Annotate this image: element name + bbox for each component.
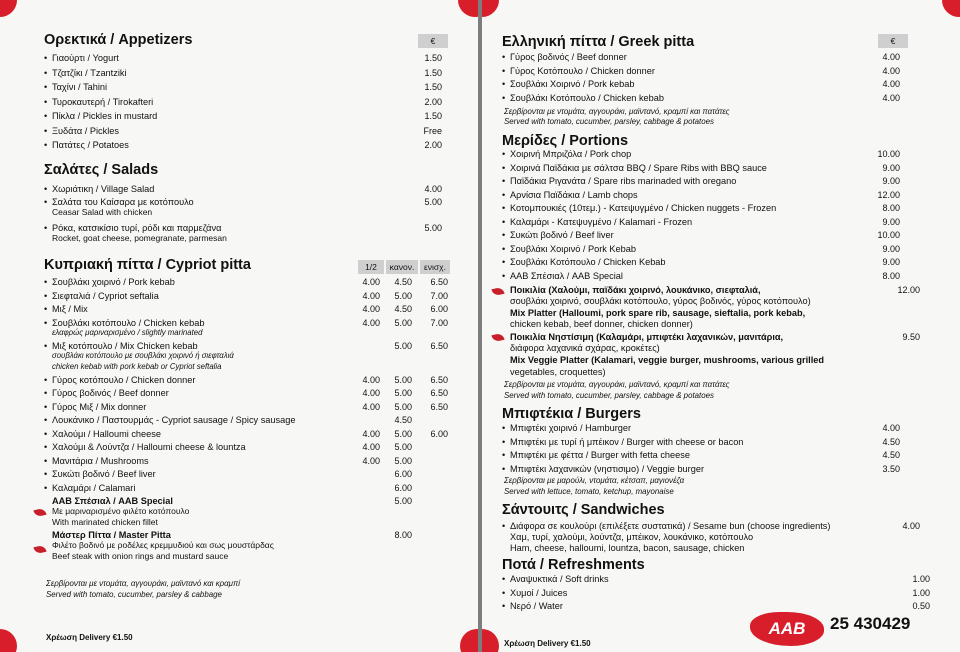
item-description: Beef steak with onion rings and mustard sauce xyxy=(52,550,229,561)
item-name: Ποικιλία (Χαλούμι, παϊδάκι χοιρινό, λουκάνικο, σιεφταλιά, xyxy=(510,285,761,295)
item-description: Rocket, goat cheese, pomegranate, parmesan xyxy=(52,233,227,243)
serving-note: Served with lettuce, tomato, ketchup, mayonaise xyxy=(504,487,674,496)
item-price: 0.50 xyxy=(912,601,930,611)
currency-header: € xyxy=(878,34,908,48)
item-price: 8.00 xyxy=(882,270,900,281)
corner-decoration xyxy=(458,0,478,17)
item-description: σουβλάκι κοτόπουλο με σουβλάκι χοιρινό ή σιεφταλιά xyxy=(52,351,234,360)
item-name: • Ταχίνι / Tahini xyxy=(44,82,108,92)
delivery-charge: Χρέωση Delivery €1.50 xyxy=(504,639,591,648)
serving-note: Σερβίρονται με ντομάτα, αγγουράκι, μαϊντανό, κραμπί και πατάτες xyxy=(504,107,730,116)
serving-note: Σερβίρονται με ντομάτα, αγγουράκι, μαϊντανό και κραμπί xyxy=(46,579,241,588)
item-description: chicken kebab with pork kebab or Cypriot seftalia xyxy=(52,362,222,371)
item-price: 10.00 xyxy=(877,230,900,240)
item-price-p2: 5.00 xyxy=(394,401,412,412)
currency-header: € xyxy=(418,34,448,48)
item-name: • Κοτομπουκιές (10τεμ.) - Κατεψυγμένο / Chicken nuggets - Frozen xyxy=(502,203,777,213)
item-price-p1: 4.00 xyxy=(362,388,380,398)
corner-decoration xyxy=(482,629,499,652)
item-price: 4.00 xyxy=(882,65,900,76)
item-price: 4.00 xyxy=(882,92,900,103)
corner-decoration xyxy=(0,0,17,17)
item-name: • Μπιφτέκι χοιρινό / Hamburger xyxy=(502,423,632,433)
item-name: • Χοιρινά Παϊδάκια με σάλτσα BBQ / Spare Ribs with BBQ sauce xyxy=(502,162,767,173)
item-price: 9.00 xyxy=(882,162,900,173)
item-price: 8.00 xyxy=(882,203,900,213)
item-description: Με μαριναρισμένο φιλέτο κοτόπουλο xyxy=(52,506,190,516)
item-price-p1: 4.00 xyxy=(362,401,380,412)
item-name: • Χαλούμι / Halloumi cheese xyxy=(44,428,161,439)
mix-platter-greek-line2: σουβλάκι χοιρινό, σουβλάκι κοτόπουλο, γύρος βοδινός, γύρος κοτόπουλο) xyxy=(510,296,811,306)
item-name: • Ρόκα, κατσικίσιο τυρί, ρόδι και παρμεζάνα xyxy=(44,223,222,233)
column-header-regular: κανον. xyxy=(386,260,418,274)
item-name: • Διάφορα σε κουλούρι (επιλέξετε συστατικά) / Sesame bun (choose ingredients) xyxy=(502,521,831,531)
item-price-p2: 4.50 xyxy=(394,277,412,287)
item-name: • Σουβλάκι Χοιρινό / Pork Kebab xyxy=(502,243,636,254)
item-price-p1: 4.00 xyxy=(362,374,380,385)
item-name: • Μπιφτέκι με φέττα / Burger with fetta cheese xyxy=(502,450,690,460)
item-price: 3.50 xyxy=(882,463,900,474)
item-name: • Παϊδάκια Ριγανάτα / Spare ribs marinaded with oregano xyxy=(502,176,737,186)
item-name: • Αναψυκτικά / Soft drinks xyxy=(502,574,609,584)
phone-number: 25 430429 xyxy=(830,614,911,633)
item-name: • Γιαούρτι / Yogurt xyxy=(44,53,119,63)
item-name: • Καλαμάρι / Calamari xyxy=(44,482,136,493)
item-price-p2: 8.00 xyxy=(394,529,412,540)
menu-item xyxy=(44,222,464,246)
item-price: 5.00 xyxy=(424,197,442,207)
item-price-p3: 6.50 xyxy=(430,374,448,385)
item-price-p3: 6.00 xyxy=(430,428,448,439)
item-price-p1: 4.00 xyxy=(362,455,380,466)
item-price: 4.00 xyxy=(902,521,920,531)
item-name: • Χαλούμι & Λούντζα / Halloumi cheese & lountza xyxy=(44,442,246,452)
item-price: 1.50 xyxy=(424,53,442,63)
item-price: 1.50 xyxy=(424,111,442,121)
item-price: 4.00 xyxy=(882,79,900,89)
item-price-p2: 5.00 xyxy=(394,496,412,506)
item-price: 1.50 xyxy=(424,67,442,78)
item-name: Ποικιλία Νηστίσιμη (Καλαμάρι, μπιφτέκι λαχανικών, μανιτάρια, xyxy=(510,332,784,342)
item-price: 1.00 xyxy=(912,587,930,598)
item-name: ΑΑΒ Σπέσιαλ / AAB Special xyxy=(52,496,173,506)
mix-platter-english-line2: chicken kebab, beef donner, chicken donner) xyxy=(510,319,693,329)
item-price-p3: 7.00 xyxy=(430,317,448,328)
item-name: • Μανιτάρια / Mushrooms xyxy=(44,455,149,466)
item-price-p2: 5.00 xyxy=(394,428,412,439)
item-description: ελαφρώς μαριναρισμένο / slightly marinated xyxy=(52,327,203,337)
leaf-icon xyxy=(33,545,46,554)
section-title-appetizers: Ορεκτικά / Appetizers xyxy=(44,32,193,48)
item-name: • Πίκλα / Pickles in mustard xyxy=(44,111,158,121)
item-name: • Χυμοί / Juices xyxy=(502,587,568,598)
item-price: 9.50 xyxy=(902,332,920,342)
corner-decoration xyxy=(482,0,499,17)
serving-note: Σερβίρονται με ντομάτα, αγγουράκι, μαϊντανό, κραμπί και πατάτες xyxy=(504,380,730,389)
item-price: 9.00 xyxy=(882,243,900,254)
item-price: Free xyxy=(423,125,442,136)
item-price: 2.00 xyxy=(424,140,442,150)
item-price: 12.00 xyxy=(897,285,920,295)
item-price: 1.50 xyxy=(424,82,442,92)
item-name: • Νερό / Water xyxy=(502,601,563,611)
item-price-p3: 7.00 xyxy=(430,290,448,301)
section-title-portions: Μερίδες / Portions xyxy=(502,133,629,149)
item-name: • Ξυδάτα / Pickles xyxy=(44,125,119,136)
item-name: • Τυροκαυτερή / Tirokafteri xyxy=(44,96,154,107)
item-name: • Χωριάτικη / Village Salad xyxy=(44,184,155,194)
item-name: • Σουβλάκι Κοτόπουλο / Chicken Kebab xyxy=(502,257,666,267)
item-name: • Λουκάνικο / Παστουρμάς - Cypriot sausage / Spicy sausage xyxy=(44,415,296,425)
item-price: 4.00 xyxy=(882,423,900,433)
item-price-p2: 6.00 xyxy=(394,482,412,493)
item-price-p2: 5.00 xyxy=(394,290,412,301)
item-price-p1: 4.00 xyxy=(362,277,380,287)
corner-decoration xyxy=(460,629,478,652)
serving-note: Σερβίρονται με μαρούλι, ντομάτα, κέτσαπ, μαγιονέζα xyxy=(504,476,685,485)
sandwich-ingredients-english: Ham, cheese, halloumi, lountza, bacon, sausage, chicken xyxy=(510,543,745,553)
item-price: 4.00 xyxy=(882,52,900,62)
sandwich-ingredients-greek: Χαμ, τυρί, χαλούμι, λούντζα, μπέικον, λουκάνικο, κοτόπουλο xyxy=(510,532,754,542)
item-price-p3: 6.50 xyxy=(430,388,448,398)
item-price-p1: 4.00 xyxy=(362,428,380,439)
section-title-burgers: Μπιφτέκια / Burgers xyxy=(502,406,641,422)
serving-note: Served with tomato, cucumber, parsley, cabbage & potatoes xyxy=(504,117,714,126)
item-price-p3: 6.00 xyxy=(430,304,448,314)
item-price-p1: 4.00 xyxy=(362,290,380,301)
item-description: Ceasar Salad with chicken xyxy=(52,207,153,217)
item-price-p2: 5.00 xyxy=(394,374,412,385)
item-price-p3: 6.50 xyxy=(430,341,448,351)
item-name: • Αρνίσια Παϊδάκια / Lamb chops xyxy=(502,189,638,200)
item-name: • Τζατζίκι / Tzantziki xyxy=(44,67,127,78)
item-price: 4.00 xyxy=(424,184,442,194)
veggie-platter-english: Mix Veggie Platter (Kalamari, veggie burger, mushrooms, various grilled xyxy=(510,355,825,365)
item-name: • Σουβλάκι Χοιρινό / Pork kebab xyxy=(502,79,635,89)
item-name: • Γύρος Μιξ / Mix donner xyxy=(44,401,147,412)
item-name: • Γύρος βοδινός / Beef donner xyxy=(44,388,169,398)
veggie-platter-english-line2: vegetables, croquettes) xyxy=(510,367,606,377)
item-price-p2: 5.00 xyxy=(394,317,412,328)
item-price: 10.00 xyxy=(877,149,900,159)
column-header-large: ενισχ. xyxy=(420,260,450,274)
item-price: 5.00 xyxy=(424,223,442,233)
item-price-p1: 4.00 xyxy=(362,304,380,314)
item-price-p3: 6.50 xyxy=(430,277,448,287)
item-price: 2.00 xyxy=(424,96,442,107)
item-name: • Σαλάτα του Καίσαρα με κοτόπουλο xyxy=(44,197,194,207)
menu-item xyxy=(44,196,464,220)
section-title-sandwiches: Σάντουιτς / Sandwiches xyxy=(502,502,665,518)
item-name: • Σιεφταλιά / Cypriot seftalia xyxy=(44,290,159,301)
item-price-p3: 6.50 xyxy=(430,401,448,412)
leaf-icon xyxy=(33,508,46,517)
item-price-p2: 6.00 xyxy=(394,469,412,479)
item-name: • Γύρος Κοτόπουλο / Chicken donner xyxy=(502,65,655,76)
item-name: • Γύρος κοτόπουλο / Chicken donner xyxy=(44,374,196,385)
item-price-p2: 5.00 xyxy=(394,341,412,351)
item-price: 12.00 xyxy=(877,189,900,200)
item-name: • Μπιφτέκι με τυρί ή μπέικον / Burger with cheese or bacon xyxy=(502,436,744,447)
item-name: • Μιξ κοτόπουλο / Mix Chicken kebab xyxy=(44,341,198,351)
mix-platter-english: Mix Platter (Halloumi, pork spare rib, sausage, sieftalia, pork kebab, xyxy=(510,308,806,318)
item-name: • Μιξ / Mix xyxy=(44,304,88,314)
item-name: Μάστερ Πίττα / Master Pitta xyxy=(52,529,171,540)
item-description: Φιλέτο βοδινό με ροδέλες κρεμμυδιού και σως μουστάρδας xyxy=(52,539,274,550)
item-price: 1.00 xyxy=(912,574,930,584)
item-name: • Γύρος βοδινός / Beef donner xyxy=(502,52,627,62)
item-price-p2: 5.00 xyxy=(394,455,412,466)
item-price-p1: 4.00 xyxy=(362,317,380,328)
column-header-half: 1/2 xyxy=(358,260,384,274)
veggie-platter-greek-line2: διάφορα λαχανικά σχάρας, κροκέτες) xyxy=(510,343,660,353)
item-price-p2: 4.50 xyxy=(394,304,412,314)
item-name: • Σουβλάκι χοιρινό / Pork kebab xyxy=(44,277,175,287)
item-name: • Συκώτι βοδινό / Beef liver xyxy=(44,469,156,479)
corner-decoration xyxy=(942,0,960,17)
section-title-refreshments: Ποτά / Refreshments xyxy=(502,557,645,573)
logo-text: ΑΑΒ xyxy=(768,619,806,638)
item-name: • Μπιφτέκι λαχανικών (νηστισιμο) / Veggie burger xyxy=(502,463,705,474)
item-price-p1: 4.00 xyxy=(362,442,380,452)
item-price: 4.50 xyxy=(882,450,900,460)
item-name: • Χοιρινή Μπριζόλα / Pork chop xyxy=(502,149,632,159)
serving-note: Served with tomato, cucumber, parsley & cabbage xyxy=(46,590,222,599)
item-name: • Καλαμάρι - Κατεψυγμένο / Kalamari - Frozen xyxy=(502,216,693,227)
corner-decoration xyxy=(0,629,17,652)
section-title-cypriot-pitta: Κυπριακή πίττα / Cypriot pitta xyxy=(44,257,251,273)
item-price: 9.00 xyxy=(882,257,900,267)
serving-note: Served with tomato, cucumber, parsley, cabbage & potatoes xyxy=(504,391,714,400)
item-price-p2: 5.00 xyxy=(394,388,412,398)
item-price: 4.50 xyxy=(882,436,900,447)
item-price-p2: 4.50 xyxy=(394,415,412,425)
item-description: With marinated chicken fillet xyxy=(52,517,158,527)
section-title-salads: Σαλάτες / Salads xyxy=(44,162,159,178)
item-name: • ΑΑΒ Σπέσιαλ / AAB Special xyxy=(502,270,623,281)
item-name: • Σουβλάκι κοτόπουλο / Chicken kebab xyxy=(44,317,205,328)
delivery-charge: Χρέωση Delivery €1.50 xyxy=(46,633,133,642)
item-price: 9.00 xyxy=(882,216,900,227)
item-name: • Σουβλάκι Κοτόπουλο / Chicken kebab xyxy=(502,92,664,103)
item-name: • Πατάτες / Potatoes xyxy=(44,140,129,150)
menu-right-page xyxy=(482,0,960,652)
menu-left-page xyxy=(0,0,478,652)
item-price: 9.00 xyxy=(882,176,900,186)
item-price-p2: 5.00 xyxy=(394,442,412,452)
item-name: • Συκώτι βοδινό / Beef liver xyxy=(502,230,614,240)
section-title-greek-pitta: Ελληνική πίττα / Greek pitta xyxy=(502,34,695,50)
